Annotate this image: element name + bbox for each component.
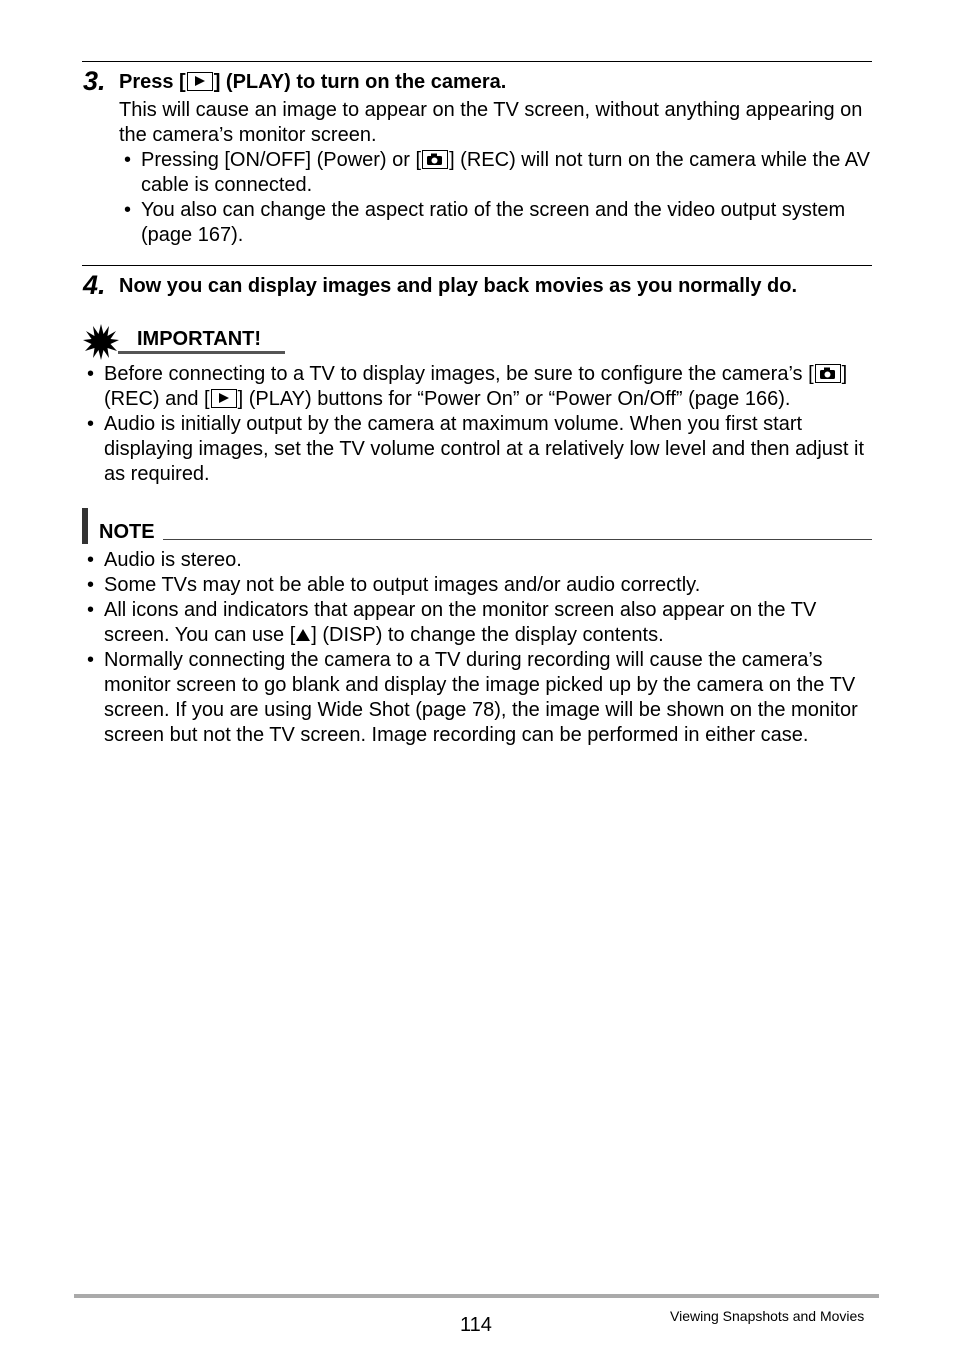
step-3-bullets [119, 148, 874, 248]
step-3-bullet-1-pre: Pressing [ON/OFF] (Power) or [ [141, 149, 422, 171]
important-bullet-1-mid: ] (REC) and [ [104, 363, 848, 410]
note-bullet-3-pre: All icons and indicators that appear on the monitor screen also appear on the TV screen. You can use [ [104, 599, 817, 646]
important-label: IMPORTANT! [137, 328, 262, 350]
note-label: NOTE [99, 521, 155, 543]
note-rule [163, 539, 872, 540]
step-4-title: Now you can display images and play back movies as you normally do. [119, 275, 797, 297]
important-bullet-1 [82, 362, 874, 412]
camera-icon [815, 364, 841, 383]
step-3-title-pre: Press [ [119, 71, 186, 93]
play-icon [211, 389, 237, 408]
note-bar-icon [82, 508, 88, 544]
step-4-rule [82, 265, 872, 266]
important-bullets [82, 362, 874, 487]
note-bullet-3-post: ] (DISP) to change the display contents. [311, 624, 664, 646]
page-number: 114 [460, 1314, 492, 1336]
triangle-up-icon [295, 628, 311, 642]
step-3-intro: This will cause an image to appear on the TV screen, without anything appearing on the camera’s monitor screen. [119, 99, 863, 146]
step-3-title [119, 70, 506, 94]
note-bullets [82, 548, 874, 748]
note-bullet-2: • Some TVs may not be able to output images and/or audio correctly. [82, 573, 874, 598]
step-3-number: 3. [83, 66, 106, 96]
step-3-title-post: ] (PLAY) to turn on the camera. [213, 71, 507, 93]
step-3-bullet-2: • You also can change the aspect ratio of the screen and the video output system (page 167). [119, 198, 874, 248]
important-underline [118, 351, 285, 354]
footer-section-title: Viewing Snapshots and Movies [670, 1308, 865, 1324]
step-3-bullet-1-post: ] (REC) will not turn on the camera while the AV cable is connected. [141, 149, 870, 196]
note-bullet-4: • Normally connecting the camera to a TV during recording will cause the camera’s monitor screen to go blank and display the image picked up by the camera on the TV screen. If you are using Wide Shot (page 78), the image will be shown on the monitor screen but not the TV screen. Image recording can be performed in either case. [82, 648, 874, 748]
step-4-number: 4. [83, 270, 106, 300]
important-bullet-1-post: ] (PLAY) buttons for “Power On” or “Power On/Off” (page 166). [237, 388, 791, 410]
important-bullet-2: • Audio is initially output by the camera at maximum volume. When you first start displaying images, set the TV volume control at a relatively low level and then adjust it as required. [82, 412, 874, 487]
camera-icon [422, 150, 448, 169]
play-icon [187, 72, 213, 91]
footer-rule [74, 1294, 879, 1298]
step-3-bullet-1 [119, 148, 874, 198]
note-bullet-3 [82, 598, 874, 648]
important-bullet-1-pre: Before connecting to a TV to display images, be sure to configure the camera’s [ [104, 363, 814, 385]
note-bullet-1: • Audio is stereo. [82, 548, 874, 573]
top-rule [82, 61, 872, 62]
important-starburst-icon [82, 323, 120, 361]
